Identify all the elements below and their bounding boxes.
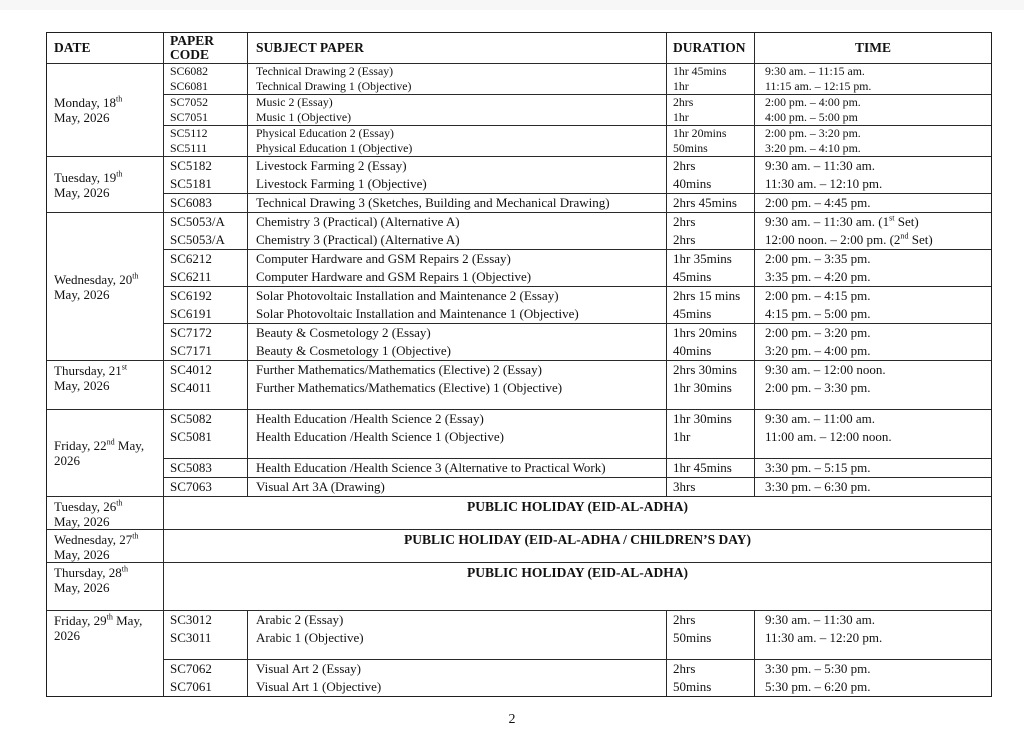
date-label: Thursday, 21st [54,362,128,378]
duration [673,446,754,458]
duration-cell [667,95,755,125]
duration: 50mins [673,141,708,155]
paper-code: SC4012 [170,362,212,377]
duration: 2hrs 15 mins [673,288,741,303]
subject-paper: Arabic 1 (Objective) [256,630,364,645]
col-header-paper-code [164,33,248,63]
duration: 50mins [673,630,712,645]
time: 2:00 pm. – 4:15 pm. [765,288,871,303]
paper-groups [164,611,991,696]
subject-paper: Chemistry 3 (Practical) (Alternative A) [256,232,460,247]
paper-groups [164,157,991,212]
paper-groups [164,410,991,496]
duration: 1hr 45mins [673,460,732,475]
time: 3:20 pm. – 4:10 pm. [765,141,861,155]
paper-code: SC5181 [170,176,212,191]
time: 3:30 pm. – 5:15 pm. [765,460,871,475]
subject-cell [248,126,667,156]
duration: 2hrs [673,661,696,676]
paper-code: SC5111 [170,141,208,155]
time: 9:30 am. – 11:00 am. [765,411,876,426]
time: 4:00 pm. – 5:00 pm [765,110,858,124]
subject-paper: Livestock Farming 2 (Essay) [256,158,407,173]
holiday-cell [164,497,991,529]
day-section [47,409,991,496]
paper-groups [164,361,991,409]
date-cell [47,563,164,610]
subject-paper: Health Education /Health Science 3 (Alternative to Practical Work) [256,460,606,475]
time: 2:00 pm. – 4:45 pm. [765,195,871,210]
date-label: May, 2026 [54,286,110,302]
subject-paper: Further Mathematics/Mathematics (Elective) 2 (Essay) [256,362,542,377]
time: 11:30 am. – 12:10 pm. [765,176,883,191]
subject-paper [256,397,666,409]
paper-group [164,64,991,94]
time: 2:00 pm. – 3:20 pm. [765,126,861,140]
duration-cell [667,611,755,659]
table-header-row [47,33,991,63]
day-section [47,610,991,696]
date-label: Monday, 18th [54,94,123,110]
subject-paper: Livestock Farming 1 (Objective) [256,176,427,191]
subject-cell [248,287,667,323]
paper-code: SC7052 [170,95,209,109]
paper-code: SC5182 [170,158,212,173]
time [765,397,991,409]
duration: 1hr 35mins [673,251,732,266]
time: 3:35 pm. – 4:20 pm. [765,269,871,284]
code-cell [164,459,248,477]
time-cell [755,194,991,212]
time-cell [755,478,991,496]
code-cell [164,324,248,360]
holiday-label: PUBLIC HOLIDAY (EID-AL-ADHA) [466,565,689,580]
paper-group [164,193,991,212]
duration: 2hrs [673,95,694,109]
subject-paper [256,647,666,659]
paper-code: SC5082 [170,411,212,426]
paper-code: SC3011 [170,630,212,645]
holiday-label: PUBLIC HOLIDAY (EID-AL-ADHA) [466,499,689,514]
code-cell [164,64,248,94]
date-cell [47,497,164,529]
time: 9:30 am. – 11:30 am. [765,612,876,627]
duration: 2hrs [673,612,696,627]
page-number: 2 [508,712,516,727]
paper-code: SC5083 [170,460,212,475]
time: 12:00 noon. – 2:00 pm. (2nd Set) [765,231,933,247]
code-cell [164,194,248,212]
code-cell [164,250,248,286]
code-cell [164,287,248,323]
day-section [47,156,991,212]
duration: 40mins [673,176,712,191]
date-label: Friday, 29th May, [54,612,143,628]
duration: 40mins [673,343,712,358]
paper-groups [164,64,991,156]
duration-cell [667,478,755,496]
subject-paper: Visual Art 2 (Essay) [256,661,362,676]
col-header-date-label: DATE [54,40,91,55]
holiday-cell [164,563,991,610]
col-header-time-label: TIME [854,40,891,55]
code-cell [164,478,248,496]
time: 9:30 am. – 11:30 am. (1st Set) [765,213,919,229]
subject-paper: Solar Photovoltaic Installation and Maintenance 2 (Essay) [256,288,559,303]
duration [673,397,754,409]
subject-cell [248,95,667,125]
duration: 1hr 45mins [673,64,727,78]
paper-code: SC6212 [170,251,212,266]
paper-code: SC5112 [170,126,208,140]
duration: 2hrs 45mins [673,195,737,210]
duration: 3hrs [673,479,696,494]
subject-paper: Music 2 (Essay) [256,95,333,109]
time-cell [755,660,991,696]
day-section [47,496,991,529]
time: 3:30 pm. – 6:30 pm. [765,479,871,494]
subject-cell [248,660,667,696]
subject-paper: Computer Hardware and GSM Repairs 2 (Essay) [256,251,511,266]
duration-cell [667,324,755,360]
paper-code: SC7062 [170,661,212,676]
paper-code: SC6083 [170,195,212,210]
paper-code: SC6191 [170,306,212,321]
code-cell [164,410,248,458]
duration: 2hrs [673,158,696,173]
time-cell [755,250,991,286]
date-label: May, 2026 [54,184,110,200]
duration: 1hr [673,110,689,124]
date-label: Friday, 22nd May, [54,437,145,453]
code-cell [164,126,248,156]
paper-code: SC7063 [170,479,212,494]
duration: 1hr 30mins [673,380,732,395]
date-cell [47,611,164,696]
time: 2:00 pm. – 3:35 pm. [765,251,871,266]
date-label: Tuesday, 26th [54,498,123,514]
date-label: May, 2026 [54,378,110,393]
code-cell [164,611,248,659]
subject-cell [248,611,667,659]
paper-code: SC7051 [170,110,209,124]
duration-cell [667,213,755,249]
duration: 1hr 30mins [673,411,732,426]
duration: 1hr 20mins [673,126,727,140]
paper-group [164,125,991,156]
paper-group [164,458,991,477]
subject-cell [248,213,667,249]
paper-group [164,213,991,249]
subject-paper: Technical Drawing 3 (Sketches, Building and Mechanical Drawing) [256,195,610,210]
subject-paper: Music 1 (Objective) [256,110,352,124]
subject-paper: Health Education /Health Science 1 (Objective) [256,429,504,444]
paper-group [164,659,991,696]
date-cell [47,530,164,562]
duration: 1hr [673,79,689,93]
paper-code: SC7172 [170,325,212,340]
subject-paper: Further Mathematics/Mathematics (Elective) 1 (Objective) [256,380,563,395]
time [765,446,991,458]
subject-paper: Arabic 2 (Essay) [256,612,344,627]
code-cell [164,361,248,409]
time: 2:00 pm. – 4:00 pm. [765,95,861,109]
paper-code: SC5053/A [170,214,225,229]
date-label: May, 2026 [54,514,110,529]
code-cell [164,157,248,193]
time: 3:30 pm. – 5:30 pm. [765,661,871,676]
date-label: May, 2026 [54,547,110,562]
subject-paper [256,446,666,458]
subject-cell [248,157,667,193]
duration-cell [667,64,755,94]
time: 11:30 am. – 12:20 pm. [765,630,883,645]
paper-code: SC6081 [170,79,209,93]
time: 9:30 am. – 11:15 am. [765,64,865,78]
col-header-subject-paper [248,33,667,63]
day-section [47,529,991,562]
date-cell [47,410,164,496]
duration: 1hrs 20mins [673,325,737,340]
paper-code: SC5053/A [170,232,225,247]
col-header-time [755,33,991,63]
duration-cell [667,361,755,409]
subject-cell [248,194,667,212]
exam-timetable [46,32,992,697]
paper-group [164,611,991,659]
time-cell [755,410,991,458]
duration: 1hr [673,429,691,444]
paper-group [164,361,991,409]
time-cell [755,95,991,125]
duration: 2hrs [673,214,696,229]
subject-paper: Physical Education 1 (Objective) [256,141,413,155]
time-cell [755,324,991,360]
duration-cell [667,459,755,477]
day-section [47,562,991,610]
col-header-duration [667,33,755,63]
date-label [54,595,128,610]
duration: 45mins [673,306,712,321]
date-label: 2026 [54,628,80,643]
subject-paper: Technical Drawing 1 (Objective) [256,79,412,93]
time [765,647,991,659]
paper-code: SC3012 [170,612,212,627]
col-header-duration-label: DURATION [673,40,746,55]
time-cell [755,157,991,193]
time-cell [755,287,991,323]
subject-cell [248,410,667,458]
day-section [47,360,991,409]
time-cell [755,213,991,249]
duration-cell [667,660,755,696]
date-label: Tuesday, 19th [54,169,123,185]
time: 5:30 pm. – 6:20 pm. [765,679,871,694]
date-cell [47,157,164,212]
holiday-cell [164,530,991,562]
paper-code [170,397,247,409]
date-cell [47,361,164,409]
time-cell [755,64,991,94]
paper-code: SC5081 [170,429,212,444]
paper-code: SC6192 [170,288,212,303]
subject-cell [248,250,667,286]
time-cell [755,126,991,156]
subject-paper: Beauty & Cosmetology 2 (Essay) [256,325,431,340]
duration [673,647,754,659]
duration: 2hrs 30mins [673,362,737,377]
code-cell [164,660,248,696]
time: 11:00 am. – 12:00 noon. [765,429,892,444]
duration: 50mins [673,679,712,694]
day-section [47,63,991,156]
time-cell [755,361,991,409]
duration: 2hrs [673,232,696,247]
date-label: Thursday, 28th [54,564,129,580]
paper-group [164,323,991,360]
subject-cell [248,64,667,94]
paper-group [164,249,991,286]
duration-cell [667,126,755,156]
time: 11:15 am. – 12:15 pm. [765,79,872,93]
paper-code: SC4011 [170,380,212,395]
paper-group [164,477,991,496]
duration-cell [667,194,755,212]
duration-cell [667,157,755,193]
code-cell [164,213,248,249]
subject-cell [248,361,667,409]
day-section [47,212,991,360]
time: 3:20 pm. – 4:00 pm. [765,343,871,358]
paper-groups [164,213,991,360]
code-cell [164,95,248,125]
col-header-paper-code-line1: PAPER [170,33,214,48]
date-label: Wednesday, 20th [54,271,139,287]
paper-group [164,94,991,125]
date-label: Wednesday, 27th [54,531,139,547]
time: 9:30 am. – 11:30 am. [765,158,876,173]
date-cell [47,64,164,156]
subject-paper: Chemistry 3 (Practical) (Alternative A) [256,214,460,229]
paper-group [164,410,991,458]
duration: 45mins [673,269,712,284]
col-header-subject-paper-label: SUBJECT PAPER [256,40,364,55]
subject-paper: Computer Hardware and GSM Repairs 1 (Objective) [256,269,532,284]
table-body [47,63,991,696]
paper-code: SC6211 [170,269,212,284]
date-label: May, 2026 [54,110,110,125]
paper-code: SC6082 [170,64,209,78]
date-label: 2026 [54,453,80,468]
subject-paper: Solar Photovoltaic Installation and Maintenance 1 (Objective) [256,306,579,321]
subject-paper: Beauty & Cosmetology 1 (Objective) [256,343,451,358]
time: 2:00 pm. – 3:30 pm. [765,380,871,395]
paper-group [164,286,991,323]
duration-cell [667,287,755,323]
date-label: May, 2026 [54,580,110,595]
time: 2:00 pm. – 3:20 pm. [765,325,871,340]
duration-cell [667,250,755,286]
scan-artifact-strip [0,0,1024,10]
subject-cell [248,324,667,360]
holiday-label: PUBLIC HOLIDAY (EID-AL-ADHA / CHILDREN’S DAY) [404,532,751,547]
time: 4:15 pm. – 5:00 pm. [765,306,871,321]
time-cell [755,459,991,477]
subject-paper: Physical Education 2 (Essay) [256,126,394,140]
paper-code [170,647,247,659]
subject-cell [248,459,667,477]
col-header-date [47,33,164,63]
subject-paper: Technical Drawing 2 (Essay) [256,64,394,78]
subject-paper: Health Education /Health Science 2 (Essay) [256,411,484,426]
time: 9:30 am. – 12:00 noon. [765,362,886,377]
subject-cell [248,478,667,496]
time-cell [755,611,991,659]
paper-group [164,157,991,193]
duration-cell [667,410,755,458]
paper-code: SC7171 [170,343,212,358]
subject-paper: Visual Art 1 (Objective) [256,679,382,694]
date-cell [47,213,164,360]
paper-code [170,446,247,458]
subject-paper: Visual Art 3A (Drawing) [256,479,385,494]
paper-code: SC7061 [170,679,212,694]
col-header-paper-code-line2: CODE [170,47,210,62]
